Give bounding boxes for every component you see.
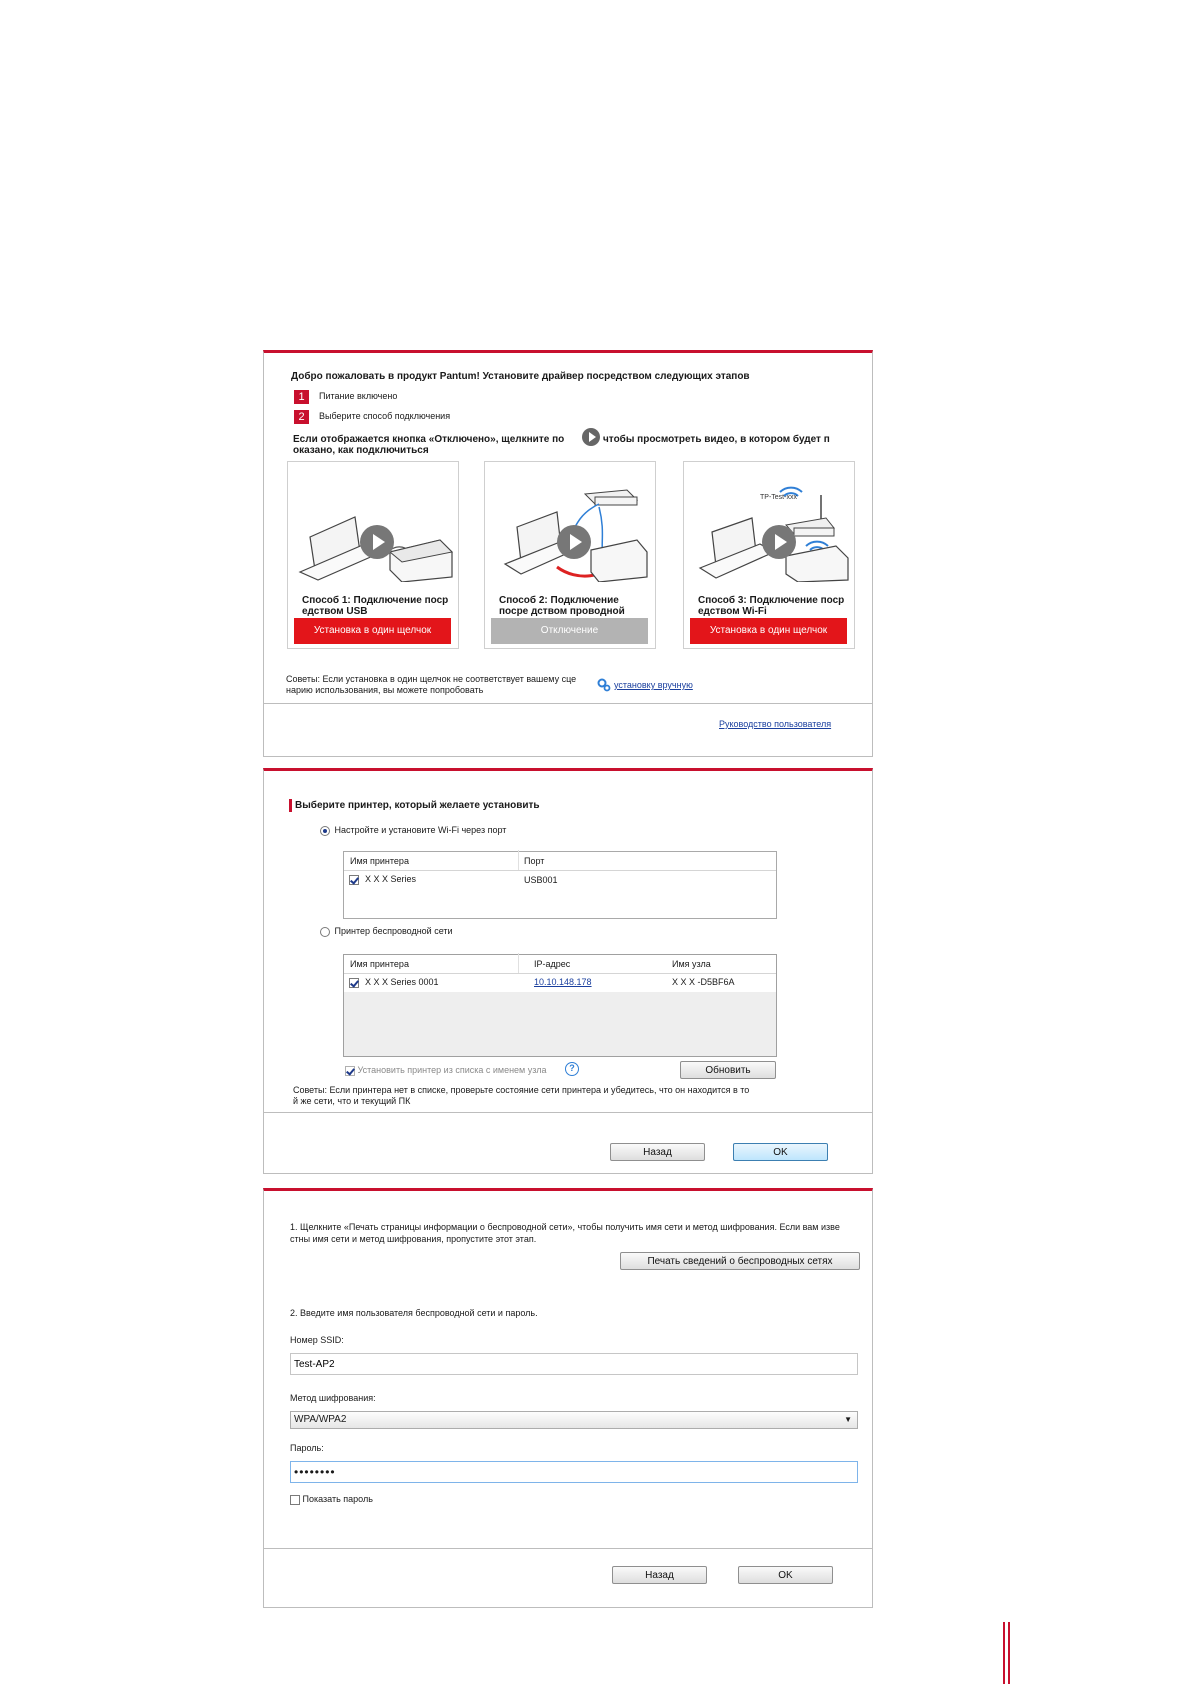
method-2-title: Способ 2: Подключение посре дством проводной xyxy=(499,595,625,617)
step-2-label: Выберите способ подключения xyxy=(319,411,451,421)
help-icon[interactable]: ? xyxy=(565,1062,579,1076)
encryption-select-value: WPA/WPA2 xyxy=(294,1414,347,1425)
show-password-checkbox[interactable] xyxy=(290,1495,300,1505)
wifi-one-click-install-button[interactable]: Установка в один щелчок xyxy=(690,618,847,644)
select-printer-panel xyxy=(263,768,873,1174)
row-checkbox[interactable] xyxy=(349,978,359,988)
table-row[interactable] xyxy=(344,871,776,889)
connection-method-panel xyxy=(263,350,873,757)
step-1-badge: 1 xyxy=(294,390,309,404)
step-1-label: Питание включено xyxy=(319,391,398,401)
table-row[interactable] xyxy=(344,974,776,992)
header-port: Порт xyxy=(524,856,545,866)
wireless-option[interactable] xyxy=(320,926,453,937)
port-cell: USB001 xyxy=(524,875,558,885)
port-table-header xyxy=(344,852,776,871)
select-printer-title: Выберите принтер, который желаете установить xyxy=(295,800,540,811)
row-checkbox[interactable] xyxy=(349,875,359,885)
wired-video-play-icon[interactable] xyxy=(557,525,591,559)
ok-button[interactable]: OK xyxy=(733,1143,828,1161)
step1-line1: 1. Щелкните «Печать страницы информации о беспроводной сети», чтобы получить имя сети и метод шифрования. Если вам изве xyxy=(290,1222,840,1232)
header-ip: IP-адрес xyxy=(534,959,571,969)
panel3-divider xyxy=(264,1548,872,1549)
wireless-printer-table xyxy=(343,954,777,1057)
tips-text-panel2 xyxy=(293,1085,749,1107)
ok-button[interactable]: OK xyxy=(738,1566,833,1584)
step1-line2: стны имя сети и метод шифрования, пропустите этот этап. xyxy=(290,1234,537,1244)
page-edge-marker xyxy=(1003,1622,1005,1684)
install-by-host-option[interactable] xyxy=(345,1065,547,1076)
printer-name-cell: X X X Series xyxy=(365,874,417,884)
usb-video-play-icon[interactable] xyxy=(360,525,394,559)
show-password-label: Показать пароль xyxy=(302,1494,373,1504)
wifi-settings-panel xyxy=(263,1188,873,1608)
header-printer-name: Имя принтера xyxy=(350,959,409,969)
step1-instructions xyxy=(290,1221,870,1245)
wired-disabled-button: Отключение xyxy=(491,618,648,644)
wifi-video-play-icon[interactable] xyxy=(762,525,796,559)
video-hint-part2: чтобы просмотреть видео, в котором будет п xyxy=(603,434,830,445)
tips-line1: Советы: Если установка в один щелчок не соответствует вашему сце xyxy=(286,674,577,684)
port-printer-table xyxy=(343,851,777,919)
print-wireless-info-button[interactable]: Печать сведений о беспроводных сетях xyxy=(620,1252,860,1270)
page-edge-marker xyxy=(1008,1622,1010,1684)
wireless-option-label: Принтер беспроводной сети xyxy=(334,926,453,936)
video-hint-part1: Если отображается кнопка «Отключено», щелкните по xyxy=(293,434,565,445)
password-input[interactable]: •••••••• xyxy=(290,1461,858,1483)
password-label: Пароль: xyxy=(290,1443,324,1453)
show-password-option[interactable] xyxy=(290,1494,373,1505)
wifi-connection-illustration xyxy=(686,470,852,582)
install-by-host-checkbox[interactable] xyxy=(345,1066,355,1076)
header-host: Имя узла xyxy=(672,959,711,969)
chevron-down-icon: ▼ xyxy=(844,1415,852,1424)
gears-icon xyxy=(597,678,611,692)
title-accent-bar xyxy=(289,799,292,812)
port-option-label: Настройте и установите Wi-Fi через порт xyxy=(334,825,507,835)
method-card-wired xyxy=(484,461,656,649)
header-divider xyxy=(518,953,519,973)
usb-one-click-install-button[interactable]: Установка в один щелчок xyxy=(294,618,451,644)
panel2-divider xyxy=(264,1112,872,1113)
method-card-wifi xyxy=(683,461,855,649)
user-guide-link[interactable]: Руководство пользователя xyxy=(719,719,832,729)
panel1-divider xyxy=(264,703,872,704)
router-ssid-label: TP-Test-xxx xyxy=(760,494,797,501)
tips-line2: й же сети, что и текущий ПК xyxy=(293,1096,411,1106)
printer-name-cell: X X X Series 0001 xyxy=(365,977,439,987)
manual-install-link[interactable]: установку вручную xyxy=(614,680,693,690)
back-button[interactable]: Назад xyxy=(612,1566,707,1584)
encryption-select[interactable] xyxy=(290,1411,858,1429)
back-button[interactable]: Назад xyxy=(610,1143,705,1161)
method-1-title: Способ 1: Подключение поср едством USB xyxy=(302,595,449,617)
port-option[interactable] xyxy=(320,825,506,836)
port-radio[interactable] xyxy=(320,826,330,836)
ssid-label: Номер SSID: xyxy=(290,1335,344,1345)
wireless-table-header xyxy=(344,955,776,974)
method-card-usb xyxy=(287,461,459,649)
method-3-title: Способ 3: Подключение поср едством Wi-Fi xyxy=(698,595,845,617)
ssid-input[interactable] xyxy=(290,1353,858,1375)
tips-line2: нарию использования, вы можете попробовать xyxy=(286,685,484,695)
install-by-host-label: Установить принтер из списка с именем узла xyxy=(357,1065,547,1075)
wireless-radio[interactable] xyxy=(320,927,330,937)
header-printer-name: Имя принтера xyxy=(350,856,409,866)
tips-text-panel1 xyxy=(286,674,576,696)
refresh-button[interactable]: Обновить xyxy=(680,1061,776,1079)
video-hint-line2: оказано, как подключиться xyxy=(293,445,429,456)
step-2-badge: 2 xyxy=(294,410,309,424)
host-name-cell: X X X -D5BF6A xyxy=(672,977,735,987)
header-divider xyxy=(518,850,519,870)
encryption-label: Метод шифрования: xyxy=(290,1393,376,1403)
play-video-icon[interactable] xyxy=(582,428,600,446)
step2-instructions: 2. Введите имя пользователя беспроводной сети и пароль. xyxy=(290,1308,538,1318)
welcome-heading: Добро пожаловать в продукт Pantum! Установите драйвер посредством следующих этапов xyxy=(291,371,750,382)
ip-address-link[interactable]: 10.10.148.178 xyxy=(534,977,592,987)
tips-line1: Советы: Если принтера нет в списке, проверьте состояние сети принтера и убедитесь, что он находится в то xyxy=(293,1085,750,1095)
